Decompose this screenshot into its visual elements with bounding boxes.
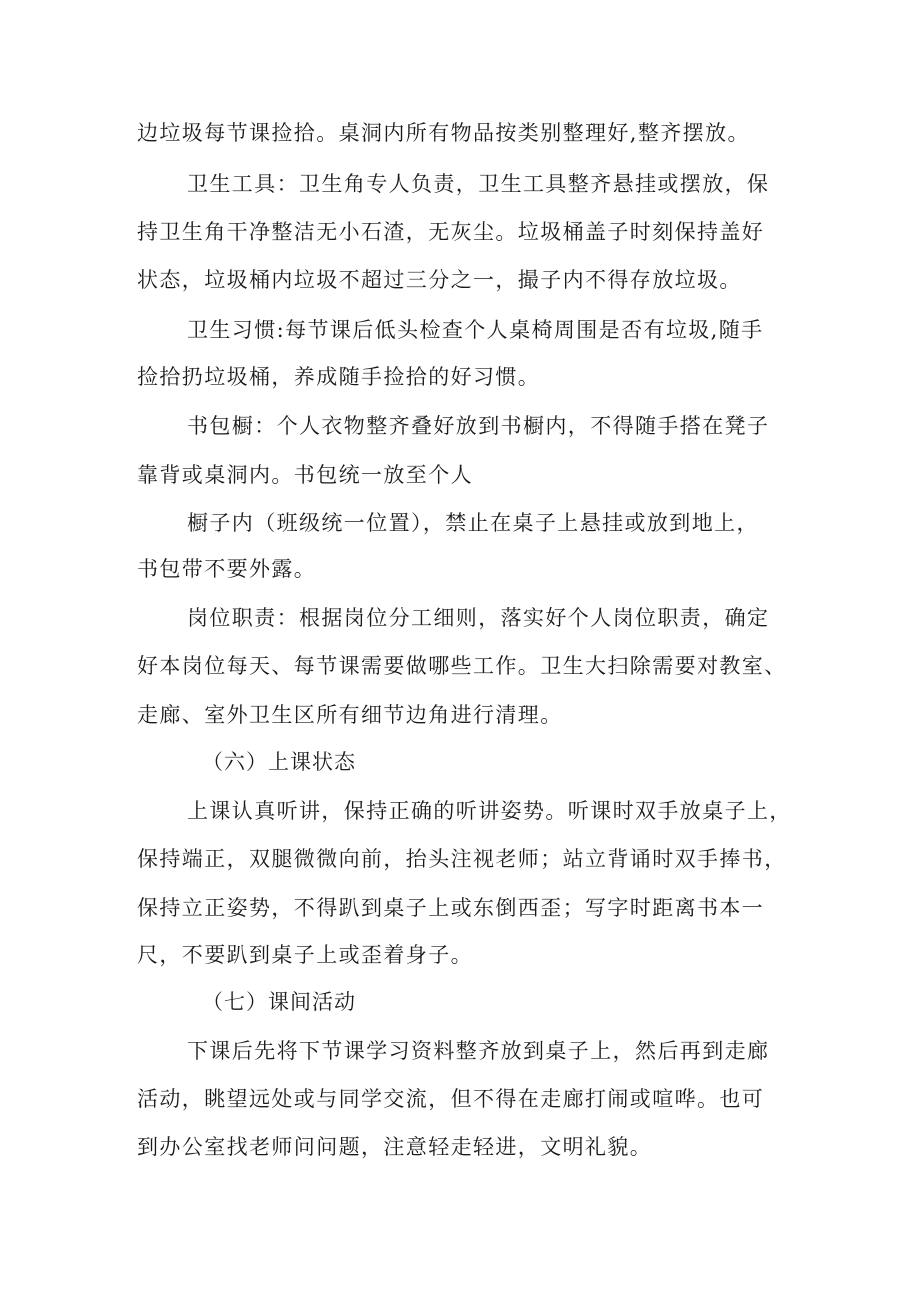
body-text-line: 书包带不要外露。: [137, 557, 317, 581]
body-text-line: 好本岗位每天、每节课需要做哪些工作。卫生大扫除需要对教室、: [137, 654, 787, 678]
section-heading: （七）课间活动: [202, 990, 356, 1014]
body-text-line: 捡拾扔垃圾桶，养成随手捡拾的好习惯。: [137, 365, 541, 389]
body-text-line: 下课后先将下节课学习资料整齐放到桌子上，然后再到走廊: [187, 1039, 770, 1063]
body-text-line: 岗位职责：根据岗位分工细则，落实好个人岗位职责，确定: [187, 606, 770, 630]
section-heading: （六）上课状态: [202, 750, 356, 774]
body-text-line: 持卫生角干净整洁无小石渣，无灰尘。垃圾桶盖子时刻保持盖好: [137, 220, 765, 244]
body-text-line: 靠背或桌洞内。书包统一放至个人: [137, 463, 473, 487]
body-text-line: 卫生工具：卫生角专人负责，卫生工具整齐悬挂或摆放，保: [187, 172, 770, 196]
body-text-line: 到办公室找老师问问题，注意轻走轻进，文明礼貌。: [137, 1135, 653, 1159]
body-text-line: 卫生习惯:每节课后低头检查个人桌椅周围是否有垃圾,随手: [187, 318, 764, 342]
body-text-line: 保持立正姿势，不得趴到桌子上或东倒西歪；写字时距离书本一: [137, 896, 765, 920]
body-text-line: 活动，眺望远处或与同学交流，但不得在走廊打闹或喧哗。也可: [137, 1087, 765, 1111]
body-text-line: 状态，垃圾桶内垃圾不超过三分之一，撮子内不得存放垃圾。: [137, 268, 742, 292]
body-text-line: 上课认真听讲，保持正确的听讲姿势。听课时双手放桌子上，: [187, 799, 792, 823]
body-text-line: 尺，不要趴到桌子上或歪着身子。: [137, 943, 473, 967]
body-text-line: 保持端正，双腿微微向前，抬头注视老师；站立背诵时双手捧书，: [137, 847, 787, 871]
body-text-line: 书包橱：个人衣物整齐叠好放到书橱内，不得随手搭在凳子: [187, 414, 770, 438]
body-text-line: 边垃圾每节课捡拾。桌洞内所有物品按类别整理好,整齐摆放。: [137, 121, 750, 145]
body-text-line: 橱子内（班级统一位置），禁止在桌子上悬挂或放到地上，: [187, 511, 759, 535]
body-text-line: 走廊、室外卫生区所有细节边角进行清理。: [137, 703, 563, 727]
